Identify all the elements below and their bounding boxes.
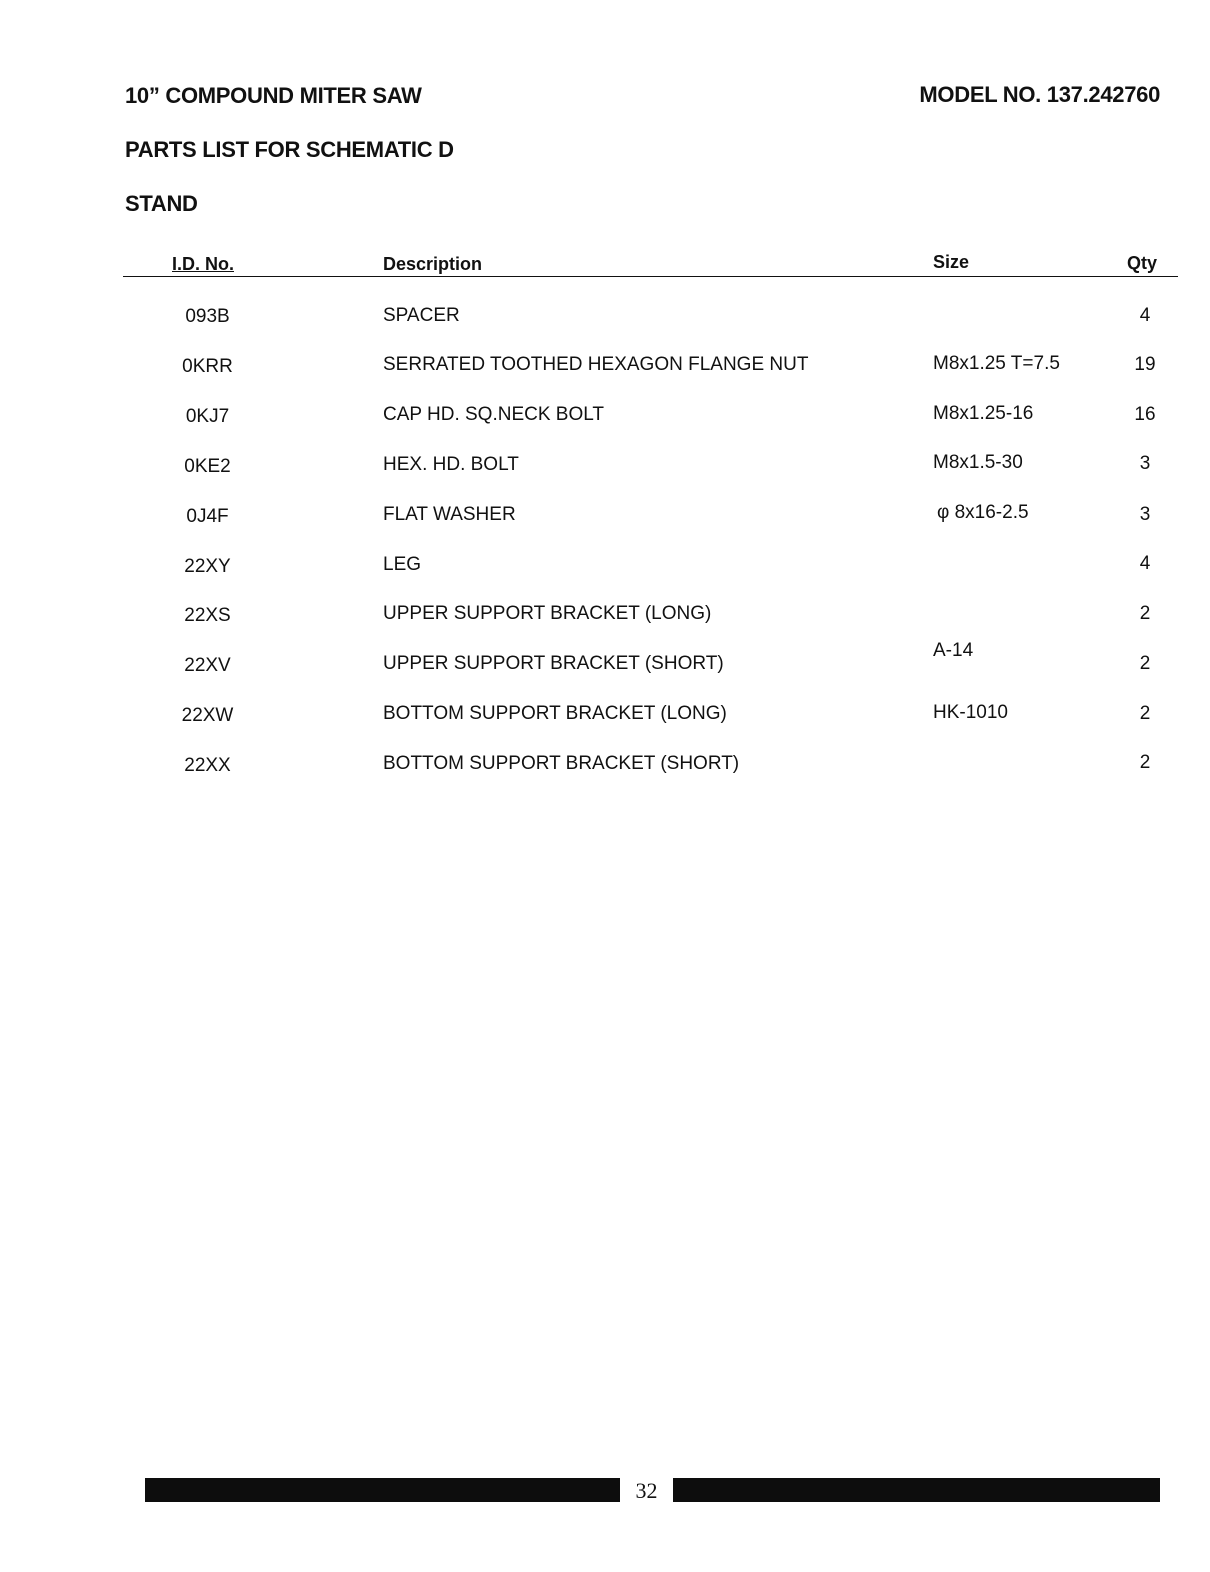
cell-description: SPACER [383, 305, 460, 326]
cell-qty: 2 [1139, 703, 1151, 724]
cell-description: HEX. HD. BOLT [383, 454, 519, 475]
parts-list-subtitle: PARTS LIST FOR SCHEMATIC D [125, 137, 454, 162]
cell-description: BOTTOM SUPPORT BRACKET (SHORT) [383, 753, 740, 774]
header-divider [123, 276, 1178, 277]
column-header-size: Size [933, 252, 970, 272]
cell-size: A-14 [933, 640, 974, 661]
cell-id: 0KJ7 [185, 406, 230, 427]
cell-qty: 3 [1139, 453, 1151, 474]
cell-id: 22XX [184, 755, 231, 776]
cell-qty: 4 [1139, 305, 1151, 326]
cell-id: 093B [185, 306, 230, 327]
cell-id: 0J4F [186, 506, 229, 527]
cell-description: SERRATED TOOTHED HEXAGON FLANGE NUT [383, 354, 809, 375]
cell-qty: 3 [1139, 504, 1151, 525]
cell-size: M8x1.5-30 [933, 452, 1023, 473]
footer-bar-right [673, 1478, 1160, 1502]
model-number: MODEL NO. 137.242760 [919, 82, 1160, 107]
cell-description: CAP HD. SQ.NECK BOLT [383, 404, 605, 425]
cell-id: 0KE2 [184, 456, 231, 477]
cell-description: UPPER SUPPORT BRACKET (SHORT) [383, 653, 724, 674]
page-number: 32 [635, 1478, 658, 1503]
column-header-id: I.D. No. [172, 254, 234, 274]
cell-qty: 2 [1139, 653, 1151, 674]
document-title: 10” COMPOUND MITER SAW [125, 83, 422, 108]
cell-size: φ 8x16-2.5 [937, 502, 1029, 523]
cell-qty: 4 [1139, 553, 1151, 574]
cell-id: 22XS [184, 605, 231, 626]
cell-description: BOTTOM SUPPORT BRACKET (LONG) [383, 703, 727, 724]
cell-id: 22XY [184, 556, 231, 577]
section-title: STAND [125, 191, 198, 216]
cell-qty: 2 [1139, 752, 1151, 773]
cell-qty: 16 [1134, 404, 1156, 425]
cell-id: 22XV [184, 655, 231, 676]
cell-description: UPPER SUPPORT BRACKET (LONG) [383, 603, 712, 624]
cell-qty: 19 [1134, 354, 1156, 375]
cell-description: LEG [383, 554, 422, 575]
column-header-qty: Qty [1127, 253, 1158, 273]
column-header-description: Description [383, 254, 483, 274]
cell-id: 0KRR [182, 356, 233, 377]
footer-bar-left [145, 1478, 620, 1502]
cell-description: FLAT WASHER [383, 504, 516, 525]
cell-size: HK-1010 [933, 702, 1008, 723]
cell-size: M8x1.25 T=7.5 [933, 353, 1060, 374]
cell-size: M8x1.25-16 [933, 403, 1034, 424]
cell-qty: 2 [1139, 603, 1151, 624]
cell-id: 22XW [181, 705, 234, 726]
